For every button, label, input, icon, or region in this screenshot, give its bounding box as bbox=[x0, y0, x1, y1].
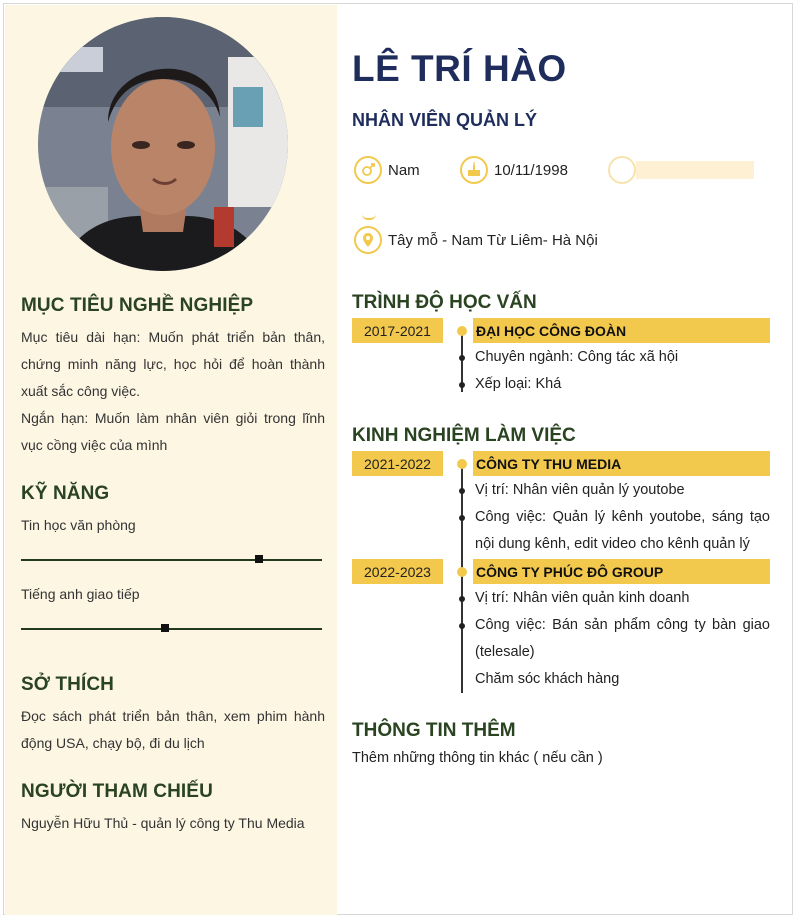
skill-name: Tiếng anh giao tiếp bbox=[21, 586, 140, 602]
bullet bbox=[459, 488, 465, 494]
experience-years: 2021-2022 bbox=[352, 451, 443, 476]
bullet bbox=[459, 596, 465, 602]
avatar bbox=[38, 17, 288, 271]
phone-value-redacted bbox=[636, 161, 754, 179]
address-value: Tây mỗ - Nam Từ Liêm- Hà Nội bbox=[388, 231, 598, 249]
bullet bbox=[459, 515, 465, 521]
gender-value: Nam bbox=[388, 161, 420, 179]
more-info-text: Thêm những thông tin khác ( nếu cần ) bbox=[352, 750, 603, 766]
birthday-info bbox=[460, 156, 568, 184]
cake-icon bbox=[460, 156, 488, 184]
timeline-dot bbox=[457, 326, 467, 336]
experience-extra: Chăm sóc khách hàng bbox=[475, 671, 620, 687]
education-school: ĐẠI HỌC CÔNG ĐOÀN bbox=[473, 318, 770, 343]
education-major: Chuyên ngành: Công tác xã hội bbox=[475, 349, 679, 365]
skill-level-marker bbox=[255, 555, 263, 563]
hobbies-heading: SỞ THÍCH bbox=[21, 674, 115, 695]
references-text: Nguyễn Hữu Thủ - quản lý công ty Thu Media bbox=[21, 815, 305, 831]
experience-position: Vị trí: Nhân viên quản lý youtobe bbox=[475, 482, 685, 498]
phone-info bbox=[608, 156, 754, 184]
bullet bbox=[459, 355, 465, 361]
job-title: NHÂN VIÊN QUẢN LÝ bbox=[352, 110, 538, 130]
references-heading: NGƯỜI THAM CHIẾU bbox=[21, 781, 213, 802]
objective-short-term: Ngắn hạn: Muốn làm nhân viên giỏi trong lĩnh vục cồng việc của mình bbox=[21, 410, 325, 453]
gender-info bbox=[354, 156, 420, 184]
skill-name: Tin học văn phòng bbox=[21, 517, 136, 533]
skill-bar bbox=[21, 559, 322, 561]
experience-position: Vị trí: Nhân viên quản kinh doanh bbox=[475, 590, 690, 606]
phone-icon bbox=[608, 156, 636, 184]
avatar-photo bbox=[38, 17, 288, 271]
skills-heading: KỸ NĂNG bbox=[21, 483, 110, 504]
birthday-value: 10/11/1998 bbox=[494, 161, 568, 179]
timeline-dot bbox=[457, 459, 467, 469]
experience-company: CÔNG TY PHÚC ĐÔ GROUP bbox=[473, 559, 770, 584]
more-info-heading: THÔNG TIN THÊM bbox=[352, 720, 516, 741]
objective-heading: MỤC TIÊU NGHỀ NGHIỆP bbox=[21, 295, 254, 316]
education-heading: TRÌNH ĐỘ HỌC VẤN bbox=[352, 292, 537, 313]
experience-duties: Công việc: Quản lý kênh youtobe, sáng tạo nội dung kênh, edit video cho kênh quản lý bbox=[475, 509, 770, 552]
education-grade: Xếp loại: Khá bbox=[475, 376, 562, 392]
gender-icon bbox=[354, 156, 382, 184]
address-info bbox=[354, 226, 598, 254]
cv-left-column bbox=[5, 5, 337, 915]
experience-duties: Công việc: Bán sản phẩm công ty bàn giao (telesale) bbox=[475, 617, 770, 660]
hobbies-text: Đọc sách phát triển bản thân, xem phim hành động USA, chạy bộ, đi du lịch bbox=[21, 708, 325, 751]
skill-level-marker bbox=[161, 624, 169, 632]
objective-long-term: Mục tiêu dài hạn: Muốn phát triển bản thân, chứng minh năng lực, học hỏi để hoàn thành xuất sắc công việc. bbox=[21, 329, 325, 399]
bullet bbox=[459, 623, 465, 629]
experience-heading: KINH NGHIỆM LÀM VIỆC bbox=[352, 425, 576, 446]
experience-years: 2022-2023 bbox=[352, 559, 443, 584]
education-years: 2017-2021 bbox=[352, 318, 443, 343]
candidate-name: LÊ TRÍ HÀO bbox=[352, 48, 567, 89]
timeline-line bbox=[461, 463, 463, 693]
skill-bar bbox=[21, 628, 322, 630]
experience-company: CÔNG TY THU MEDIA bbox=[473, 451, 770, 476]
map-pin-icon bbox=[354, 226, 382, 254]
timeline-dot bbox=[457, 567, 467, 577]
bullet bbox=[459, 382, 465, 388]
